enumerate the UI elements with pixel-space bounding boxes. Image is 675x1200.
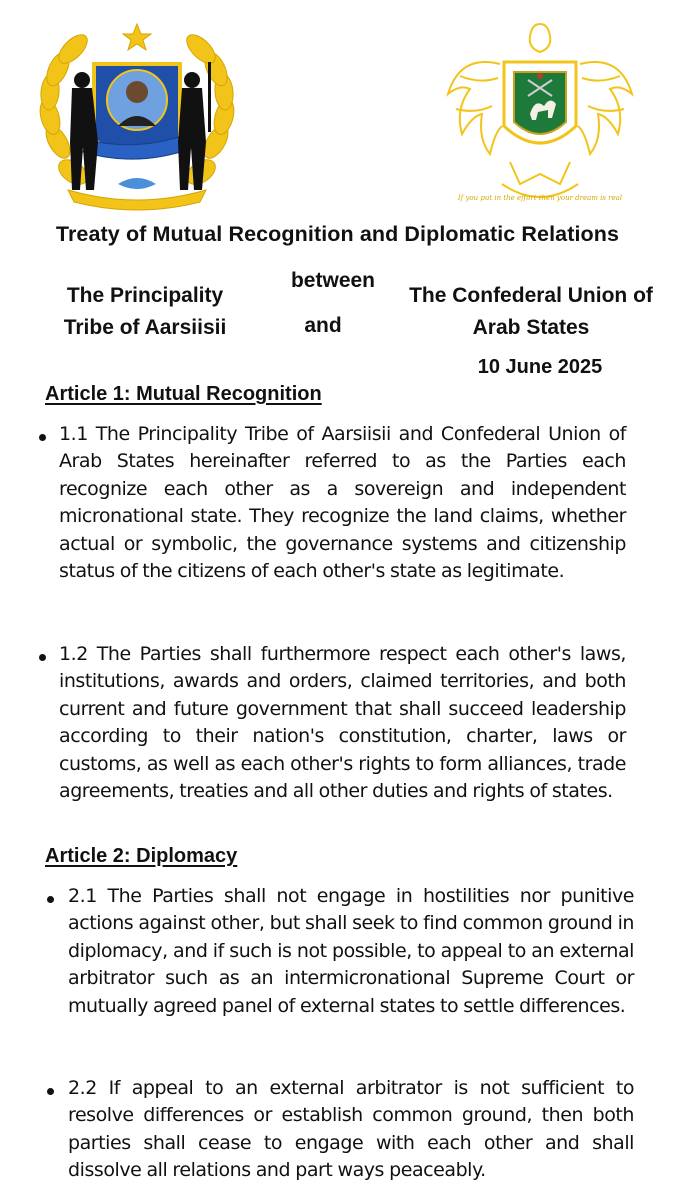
bullet-icon <box>47 896 54 903</box>
article-1-item-1: 1.1 The Principality Tribe of Aarsiisii and Confederal Union of Arab States hereinafter referred to as the Parties each recognize each other as a sovereign and independent micronational state. They recognize the land claims, whether actual or symbolic, the governance systems and citizenship status of the citizens of each other's state as legitimate. <box>59 423 626 583</box>
article-2-heading: Article 2: Diplomacy <box>45 845 238 867</box>
party-right-name: The Confederal Union of Arab States <box>409 284 653 339</box>
bullet-icon <box>47 1088 54 1095</box>
connector-and: and <box>304 314 342 337</box>
principality-coat-of-arms-icon <box>28 22 246 212</box>
emblem-motto: If you put in the effort then your dream is real <box>457 194 623 202</box>
article-1-heading: Article 1: Mutual Recognition <box>45 383 322 405</box>
eagle-coat-of-arms-icon <box>440 14 640 214</box>
article-1-item-2: 1.2 The Parties shall furthermore respect each other's laws, institutions, awards and orders, claimed territories, and both current and future government that shall succeed leadership according to their nation's constitution, charter, laws or customs, as well as each other's rights to form alliances, trade agreements, treaties and all other duties and rights of states. <box>59 643 626 803</box>
article-2-item-1: 2.1 The Parties shall not engage in hostilities nor punitive actions against other, but shall seek to find common ground in diplomacy, and if such is not possible, to appeal to an external arbitrator such as an intermicronational Supreme Court or mutually agreed panel of external states to settle differences. <box>68 885 634 1017</box>
treaty-date: 10 June 2025 <box>477 356 603 378</box>
connector-between: between <box>290 269 376 292</box>
party-left-name: The Principality Tribe of Aarsiisii <box>63 284 227 339</box>
article-2-item-2: 2.2 If appeal to an external arbitrator is not sufficient to resolve differences or establish common ground, then both parties shall cease to engage with each other and shall dissolve all relations and part ways peaceably. <box>68 1077 634 1182</box>
treaty-title: Treaty of Mutual Recognition and Diplomatic Relations <box>55 222 620 246</box>
bullet-icon <box>39 654 46 661</box>
bullet-icon <box>39 434 46 441</box>
